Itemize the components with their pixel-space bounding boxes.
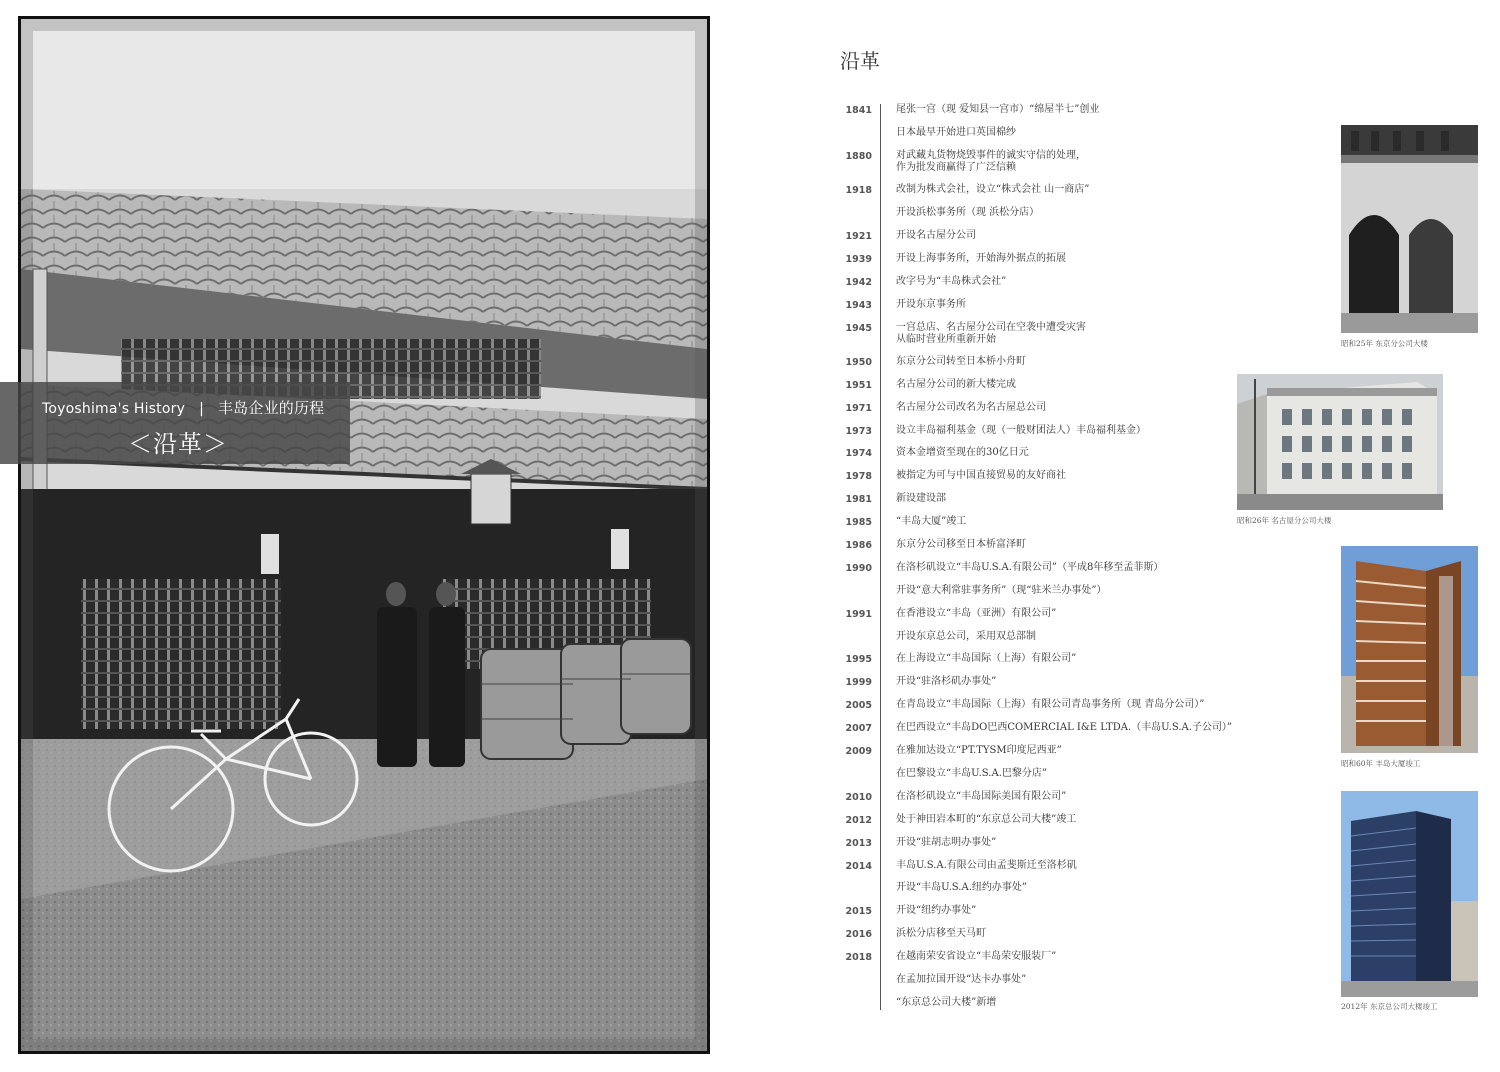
history-banner: [0, 382, 350, 464]
timeline-event: 对武藏丸货物烧毁事件的诚实守信的处理， 作为批发商赢得了广泛信赖: [896, 149, 1086, 173]
timeline-event: 一宫总店、名古屋分公司在空袭中遭受灾害 从临时营业所重新开始: [896, 321, 1086, 345]
timeline-event: 丰岛U.S.A.有限公司由孟斐斯迁至洛杉矶: [896, 859, 1077, 871]
timeline-event: 日本最早开始进口英国棉纱: [896, 126, 1016, 138]
timeline-entry: [838, 150, 1238, 184]
timeline-year: 1943: [845, 299, 872, 311]
timeline-year: 1950: [845, 356, 872, 368]
timeline-entry: [838, 722, 1238, 745]
timeline-event: 改字号为“丰岛株式会社”: [896, 275, 1007, 287]
timeline-entry: [838, 631, 1238, 654]
timeline-event: 开设名古屋分公司: [896, 229, 976, 241]
timeline-entry: [838, 837, 1238, 860]
timeline-event: 开设东京事务所: [896, 298, 966, 310]
timeline-year: 2010: [845, 791, 872, 803]
timeline-year: 1991: [845, 608, 872, 620]
timeline-entry: [838, 860, 1238, 883]
timeline-event: 在孟加拉国开设“达卡办事处”: [896, 973, 1027, 985]
banner-title-en: Toyoshima's History: [42, 401, 186, 417]
timeline-year: 2015: [845, 906, 872, 918]
timeline-entry: [838, 276, 1238, 299]
timeline-year: 1974: [845, 448, 872, 460]
toyoshima-building-1985-photo: [1341, 546, 1478, 753]
photo-caption: 2012年 东京总公司大楼竣工: [1341, 1002, 1438, 1011]
timeline-event: 浜松分店移至天马町: [896, 928, 986, 940]
timeline-event: 开设浜松事务所（现 浜松分店）: [896, 207, 1040, 219]
banner-separator: |: [199, 401, 204, 417]
timeline-event: 在巴黎设立“丰岛U.S.A.巴黎分店”: [896, 767, 1047, 779]
timeline-event: “东京总公司大楼”新增: [896, 996, 997, 1008]
timeline-event: 在越南荣安省设立“丰岛荣安服装厂”: [896, 951, 1057, 963]
timeline-event: 开设“意大利常驻事务所”（现“驻米兰办事处”）: [896, 584, 1107, 596]
timeline-event: 在洛杉矶设立“丰岛国际美国有限公司”: [896, 790, 1067, 802]
timeline-year: 2012: [845, 814, 872, 826]
timeline-event: 开设“丰岛U.S.A.纽约办事处”: [896, 882, 1027, 894]
timeline-event: 名古屋分公司的新大楼完成: [896, 378, 1016, 390]
timeline-year: 2009: [845, 746, 872, 758]
timeline-event: 设立丰岛福利基金（现（一般财团法人）丰岛福利基金）: [896, 424, 1146, 436]
timeline-event: 尾张一宫（现 爱知县一宫市）“绵屋半七”创业: [896, 104, 1100, 115]
timeline-entry: [838, 791, 1238, 814]
timeline-year: 1981: [845, 494, 872, 506]
timeline-entry: [838, 322, 1238, 356]
timeline-year: 1971: [845, 402, 872, 414]
timeline-event: 开设上海事务所，开始海外据点的拓展: [896, 252, 1066, 264]
timeline-entry: [838, 299, 1238, 322]
timeline-entry: [838, 447, 1238, 470]
banner-subtitle: ＜沿革＞: [128, 430, 228, 458]
timeline-entry: [838, 814, 1238, 837]
timeline-entry: [838, 207, 1238, 230]
timeline-event: 在青岛设立“丰岛国际（上海）有限公司青岛事务所（现 青岛分公司）”: [896, 699, 1205, 711]
timeline-event: “丰岛大厦”竣工: [896, 516, 967, 528]
timeline-year: 2007: [845, 723, 872, 735]
timeline-entry: [838, 676, 1238, 699]
photo-caption: 昭和26年 名古屋分公司大楼: [1237, 516, 1332, 525]
timeline-year: 1986: [845, 540, 872, 552]
timeline-entry: [838, 253, 1238, 276]
timeline-event: 开设“驻胡志明办事处”: [896, 836, 997, 848]
timeline-year: 1995: [845, 654, 872, 666]
timeline-year: 2014: [845, 860, 872, 872]
nagoya-branch-1951-photo: [1237, 374, 1443, 510]
timeline-entry: [838, 905, 1238, 928]
timeline-entry: [838, 402, 1238, 425]
timeline-entry: [838, 699, 1238, 722]
timeline-event: 新设建设部: [896, 493, 946, 505]
timeline-entry: [838, 493, 1238, 516]
tokyo-branch-1950-photo: [1341, 125, 1478, 333]
tokyo-headquarters-2012-photo: [1341, 791, 1478, 997]
timeline-entry: [838, 768, 1238, 791]
timeline-year: 1841: [845, 105, 872, 116]
timeline-year: 2016: [845, 929, 872, 941]
timeline-year: 1939: [845, 253, 872, 265]
timeline-year: 1880: [845, 150, 872, 162]
timeline-event: 被指定为可与中国直接贸易的友好商社: [896, 470, 1066, 482]
timeline-event: 名古屋分公司改名为名古屋总公司: [896, 401, 1046, 413]
timeline-event: 资本金增资至现在的30亿日元: [896, 447, 1029, 459]
timeline-year: 1990: [845, 562, 872, 574]
timeline-entry: [838, 184, 1238, 207]
section-title: 沿革: [840, 49, 880, 73]
timeline-year: 1978: [845, 471, 872, 483]
timeline-event: 东京分公司转至日本桥小舟町: [896, 355, 1026, 367]
timeline-entry: [838, 997, 1238, 1020]
timeline-entry: [838, 653, 1238, 676]
timeline-event: 在巴西设立“丰岛DO巴西COMERCIAL I&E LTDA.（丰岛U.S.A.子公司）”: [896, 722, 1233, 734]
timeline-event: 开设“驻洛杉矶办事处”: [896, 676, 997, 688]
timeline-year: 2005: [845, 700, 872, 712]
history-timeline: [838, 104, 1238, 1020]
photo-caption: 昭和60年 丰岛大厦竣工: [1341, 759, 1421, 768]
timeline-entry: [838, 585, 1238, 608]
timeline-year: 1945: [845, 322, 872, 334]
timeline-year: 1921: [845, 230, 872, 242]
timeline-event: 在上海设立“丰岛国际（上海）有限公司”: [896, 653, 1077, 665]
timeline-event: 在香港设立“丰岛（亚洲）有限公司”: [896, 607, 1057, 619]
timeline-year: 1942: [845, 276, 872, 288]
timeline-entry: [838, 470, 1238, 493]
timeline-year: 1918: [845, 185, 872, 197]
timeline-entry: [838, 882, 1238, 905]
timeline-year: 2018: [845, 952, 872, 964]
timeline-entry: [838, 608, 1238, 631]
historical-storefront-photo: [18, 16, 710, 1054]
storefront-illustration: [21, 19, 707, 1051]
timeline-event: 在洛杉矶设立“丰岛U.S.A.有限公司”（平成8年移至孟菲斯）: [896, 561, 1164, 573]
banner-title-cn: 丰岛企业的历程: [217, 399, 325, 417]
timeline-year: 1973: [845, 425, 872, 437]
timeline-entry: [838, 356, 1238, 379]
timeline-entry: [838, 539, 1238, 562]
timeline-entry: [838, 127, 1238, 150]
timeline-entry: [838, 379, 1238, 402]
timeline-entry: [838, 951, 1238, 974]
timeline-year: 2013: [845, 837, 872, 849]
timeline-event: 开设“纽约办事处”: [896, 905, 977, 917]
timeline-entry: [838, 928, 1238, 951]
timeline-entry: [838, 516, 1238, 539]
timeline-entry: [838, 562, 1238, 585]
timeline-event: 东京分公司移至日本桥富泽町: [896, 539, 1026, 551]
banner-title-line: [42, 397, 324, 418]
timeline-entry: [838, 425, 1238, 448]
timeline-year: 1985: [845, 517, 872, 529]
timeline-entry: [838, 974, 1238, 997]
timeline-event: 改制为株式会社，设立“株式会社 山一商店”: [896, 184, 1090, 196]
timeline-event: 在雅加达设立“PT.TYSM印度尼西亚”: [896, 745, 1062, 757]
timeline-year: 1951: [845, 379, 872, 391]
timeline-entry: [838, 745, 1238, 768]
timeline-entry: [838, 230, 1238, 253]
timeline-event: 开设东京总公司，采用双总部制: [896, 630, 1036, 642]
timeline-event: 处于神田岩本町的“东京总公司大楼”竣工: [896, 813, 1077, 825]
timeline-year: 1999: [845, 677, 872, 689]
timeline-entry: [838, 104, 1238, 127]
photo-caption: 昭和25年 东京分公司大楼: [1341, 339, 1428, 348]
